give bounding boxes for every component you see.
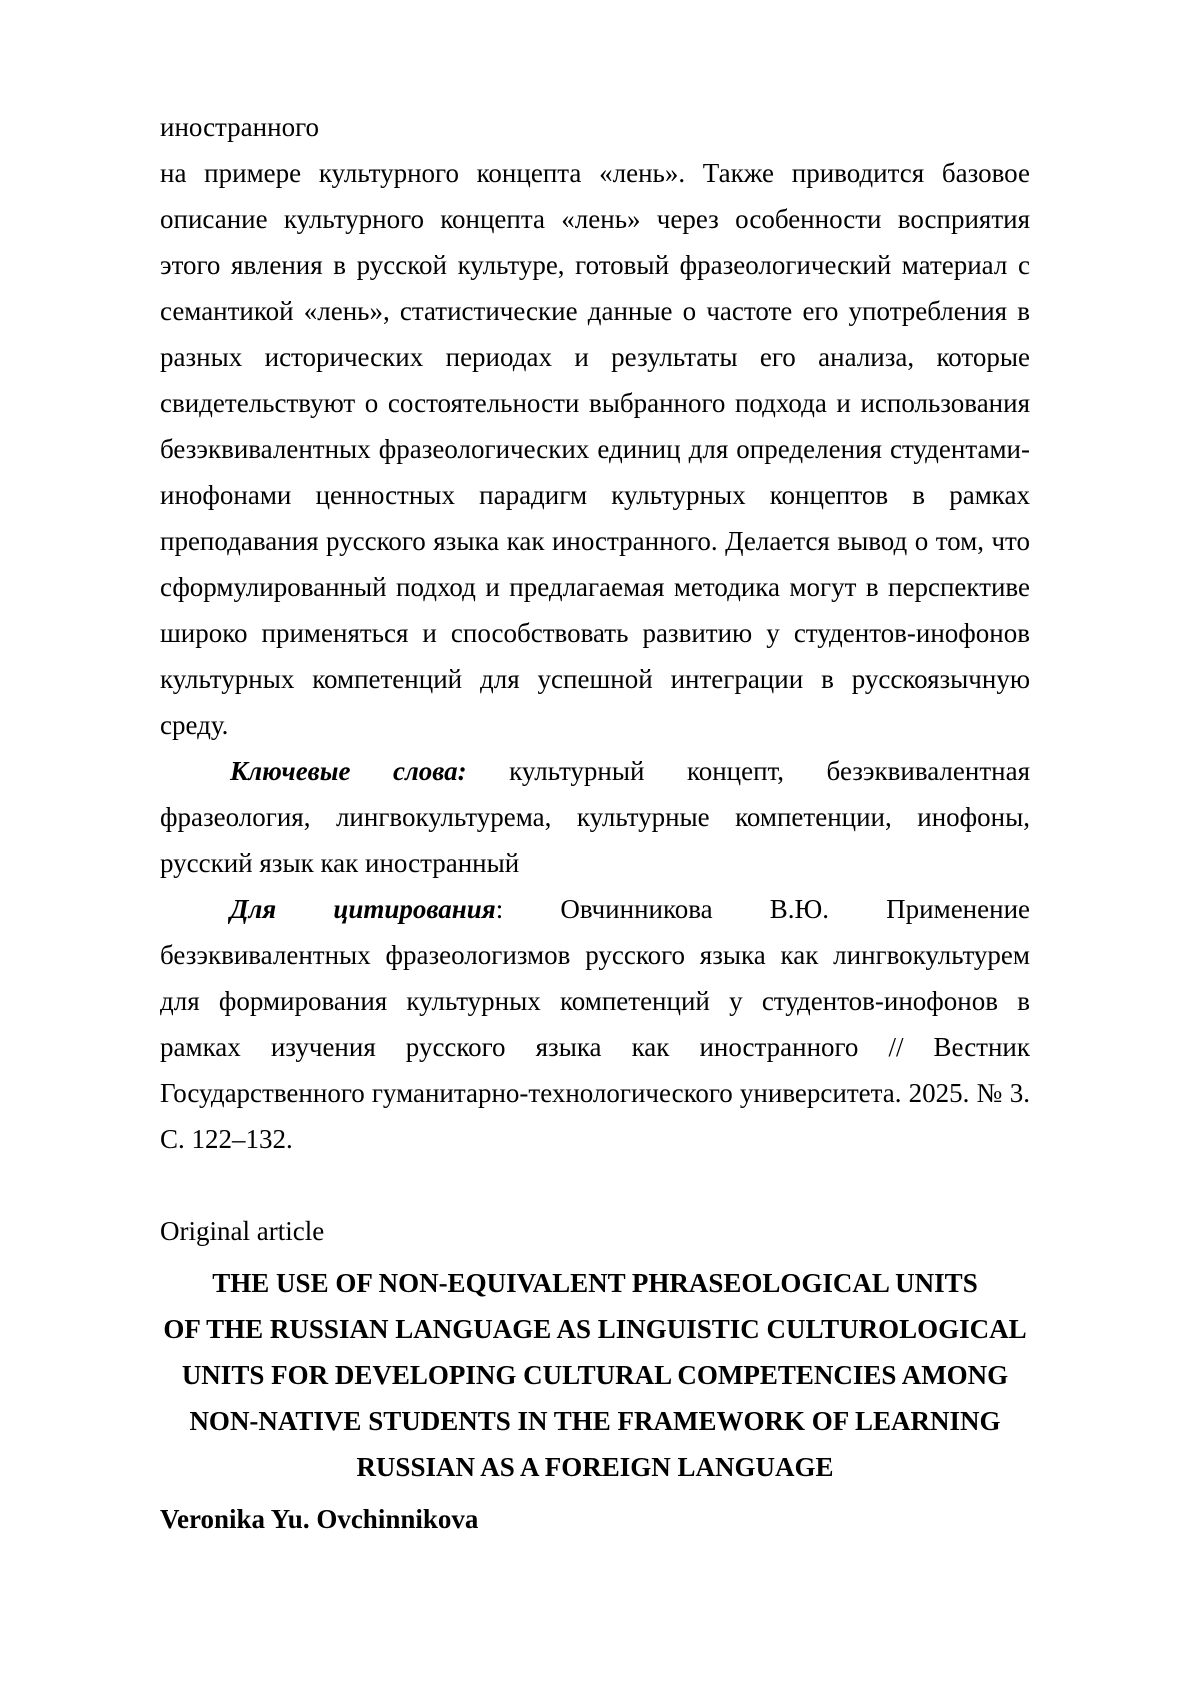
abstract-paragraph: на примере культурного концепта «лень». Также приводится базовое описание культурного концепта «лень» через особенности восприятия этого явления в русской культуре, готовый фразеологический материал с семантикой «лень», статистические данные о частоте его употребления в разных исторических периодах и результаты его анализа, которые свидетельствуют о состоятельности выбранного подхода и использования безэквивалентных фразеологических единиц для определения студентами-инофонами ценностных парадигм культурных концептов в рамках преподавания русского языка как иностранного. Делается вывод о том, что сформулированный подход и предлагаемая методика могут в перспективе широко применяться и способствовать развитию у студентов-инофонов культурных компетенций для успешной интеграции в русскоязычную среду. <box>160 158 1030 740</box>
author-name-english: Veronika Yu. Ovchinnikova <box>160 1504 479 1534</box>
abstract-continuation-word: иностранного <box>160 112 319 142</box>
keywords-label: Ключевые слова: <box>230 756 467 786</box>
keywords-paragraph <box>160 748 1030 886</box>
keywords-text: культурный концепт, безэквивалентная фразеология, лингвокультурема, культурные компетенции, инофоны, русский язык как иностранный <box>160 756 1030 878</box>
citation-paragraph <box>160 886 1030 1162</box>
article-type-label: Original article <box>160 1216 325 1246</box>
citation-label: Для цитирования <box>230 894 496 924</box>
article-title-english: THE USE OF NON-EQUIVALENT PHRASEOLOGICAL UNITS OF THE RUSSIAN LANGUAGE AS LINGUISTIC CULTUROLOGICAL UNITS FOR DEVELOPING CULTURAL COMPETENCIES AMONG NON-NATIVE STUDENTS IN THE FRAMEWORK OF LEARNING RUSSIAN AS A FOREIGN LANGUAGE <box>163 1268 1027 1482</box>
citation-text: : Овчинникова В.Ю. Применение безэквивалентных фразеологизмов русского языка как лингвокультурем для формирования культурных компетенций у студентов-инофонов в рамках изучения русского языка как иностранного // Вестник Государственного гуманитарно-технологического университета. 2025. № 3. С. 122–132. <box>160 894 1030 1154</box>
